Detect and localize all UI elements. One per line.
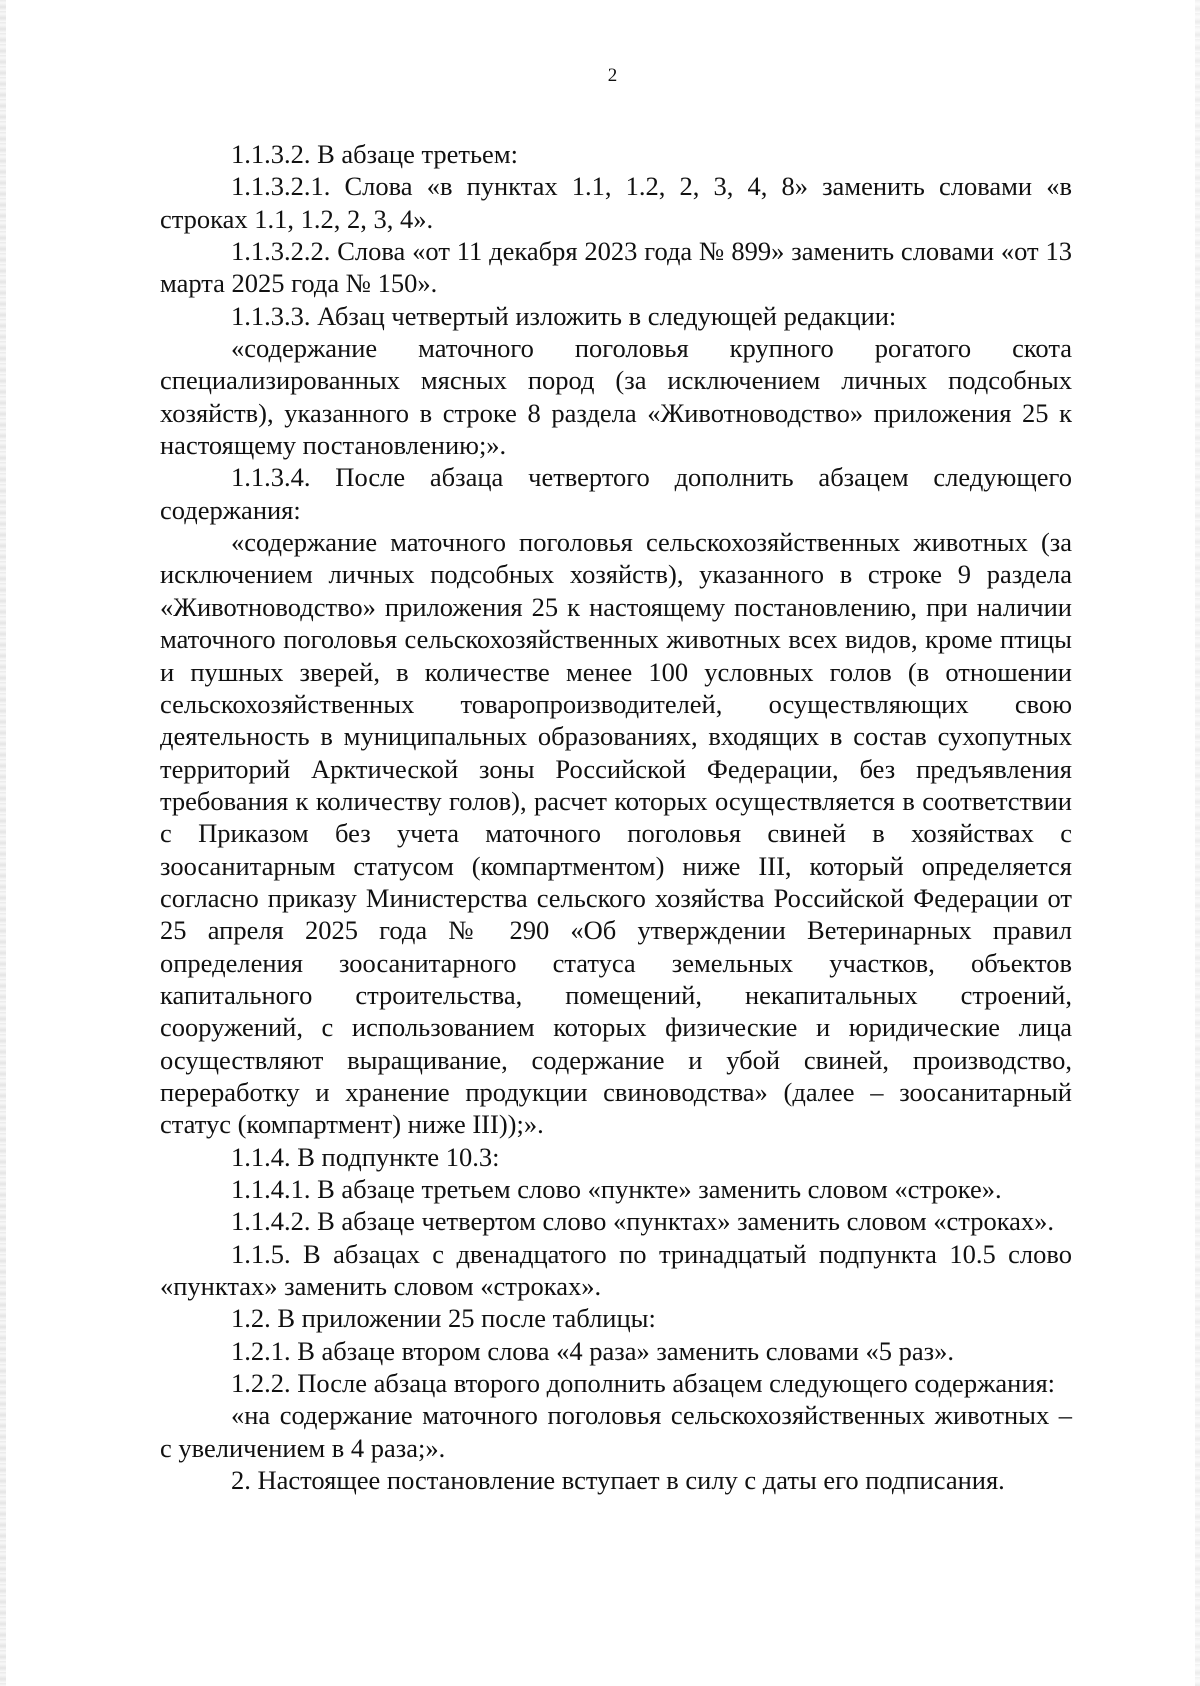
paragraph-1-1-3-2: 1.1.3.2. В абзаце третьем: — [231, 139, 518, 169]
paragraph-1-1-3-4: 1.1.3.4. После абзаца четвертого дополнить абзацем следующего содержания: — [160, 462, 1072, 525]
quoted-paragraph-livestock: «содержание маточного поголовья сельскохозяйственных животных (за исключением личных подсобных хозяйств), указанного в строке 9 раздела «Животноводство» приложения 25 к настоящему постановлению, при наличии маточного поголовья сельскохозяйственных животных всех видов, кроме птицы и пушных зверей, в количестве менее 100 условных голов (в отношении сельскохозяйственных товаропроизводителей, осуществляющих свою деятельность в муниципальных образованиях, входящих в состав сухопутных территорий Арктической зоны Российской Федерации, без предъявления требования к количеству голов), расчет которых осуществляется в соответствии с Приказом без учета маточного поголовья свиней в хозяйствах с зоосанитарным статусом (компартментом) ниже III, который определяется согласно приказу Министерства сельского хозяйства Российской Федерации от 25 апреля 2025 года № 290 «Об утверждении Ветеринарных правил определения зоосанитарного статуса земельных участков, объектов капитального строительства, помещений, некапитальных строений, сооружений, с использованием которых физические и юридические лица осуществляют выращивание, содержание и убой свиней, производство, переработку и хранение продукции свиноводства» (далее – зоосанитарный статус (компартмент) ниже III));». — [160, 527, 1072, 1140]
paragraph-2-effective-date: 2. Настоящее постановление вступает в силу с даты его подписания. — [231, 1465, 1005, 1496]
paragraph-1-2-2: 1.2.2. После абзаца второго дополнить абзацем следующего содержания: — [231, 1368, 1056, 1399]
paragraph-1-1-4-2: 1.1.4.2. В абзаце четвертом слово «пунктах» заменить словом «строках». — [231, 1206, 1055, 1237]
scan-edge-left — [0, 0, 6, 1686]
paragraph-1-1-3-3: 1.1.3.3. Абзац четвертый изложить в следующей редакции: — [231, 300, 897, 331]
page-number: 2 — [607, 65, 618, 86]
quoted-paragraph-cattle: «содержание маточного поголовья крупного рогатого скота специализированных мясных пород (за исключением личных подсобных хозяйств), указанного в строке 8 раздела «Животноводство» приложения 25 к настоящему постановлению;». — [160, 333, 1072, 461]
paragraph-1-1-4: 1.1.4. В подпункте 10.3: — [231, 1141, 500, 1172]
scan-edge-right — [1195, 0, 1200, 1686]
document-body — [160, 138, 1072, 1496]
paragraph-1-2: 1.2. В приложении 25 после таблицы: — [231, 1303, 656, 1334]
quoted-paragraph-increase: «на содержание маточного поголовья сельскохозяйственных животных – с увеличением в 4 раза;». — [160, 1400, 1072, 1463]
paragraph-1-1-3-2-1: 1.1.3.2.1. Слова «в пунктах 1.1, 1.2, 2, 3, 4, 8» заменить словами «в строках 1.1, 1.2, 2, 3, 4». — [160, 171, 1072, 234]
paragraph-1-1-5: 1.1.5. В абзацах с двенадцатого по тринадцатый подпункта 10.5 слово «пунктах» заменить словом «строках». — [160, 1238, 1072, 1302]
paragraph-1-1-3-2-2: 1.1.3.2.2. Слова «от 11 декабря 2023 года № 899» заменить словами «от 13 марта 2025 года № 150». — [160, 236, 1072, 299]
paragraph-1-1-4-1: 1.1.4.1. В абзаце третьем слово «пункте» заменить словом «строке». — [231, 1174, 1002, 1204]
paragraph-1-2-1: 1.2.1. В абзаце втором слова «4 раза» заменить словами «5 раз». — [231, 1335, 954, 1366]
